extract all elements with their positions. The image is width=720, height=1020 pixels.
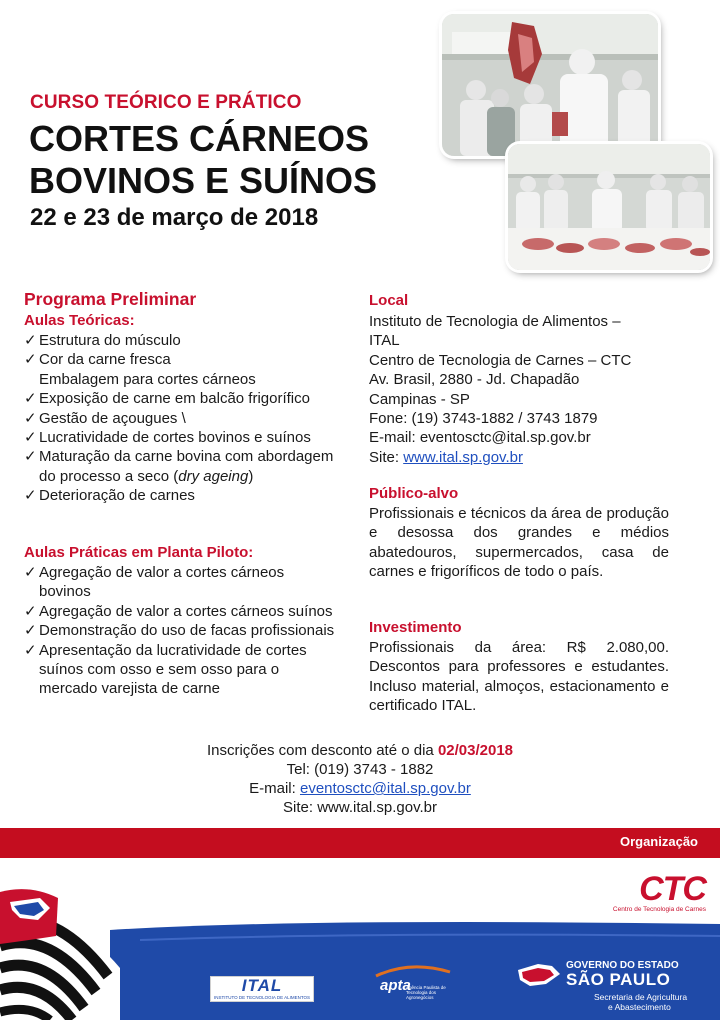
investment-text: Profissionais da área: R$ 2.080,00. Descontos para professores e estudantes. Incluso material, almoços, estacionamento e certificado ITAL. — [369, 639, 669, 715]
registration-deadline: Inscrições com desconto até o dia 02/03/2018 — [206, 742, 514, 759]
check-icon: ✓ — [24, 487, 37, 505]
apta-logo-subtitle: Agência Paulista de Tecnologia dos Agronegócios — [406, 985, 446, 1000]
local-site: Site: www.ital.sp.gov.br — [369, 448, 523, 466]
site-link[interactable]: www.ital.sp.gov.br — [403, 448, 523, 466]
local-line: Centro de Tecnologia de Carnes – CTC — [369, 351, 632, 369]
organization-label: Organização — [619, 834, 698, 849]
check-icon: ✓ — [24, 390, 37, 408]
ctc-logo-subtitle: Centro de Tecnologia de Carnes — [612, 906, 706, 913]
theory-heading: Aulas Teóricas: — [24, 312, 135, 329]
list-item: suínos com osso e sem osso para o — [39, 661, 280, 679]
course-title-line-2: BOVINOS E SUÍNOS — [29, 160, 378, 201]
list-item: ✓ Exposição de carne em balcão frigorífico — [24, 390, 310, 408]
gov-line-3: Secretaria de Agricultura — [594, 992, 688, 1002]
state-map-icon — [516, 960, 562, 990]
deadline-date: 02/03/2018 — [437, 742, 514, 759]
gov-line-1: GOVERNO DO ESTADO — [566, 960, 679, 971]
gov-line-2: SÃO PAULO — [566, 970, 671, 989]
ital-logo-subtitle: INSTITUTO DE TECNOLOGIA DE ALIMENTOS — [213, 995, 311, 1000]
government-logo — [516, 958, 706, 1014]
list-item: ✓ Maturação da carne bovina com abordagem — [24, 448, 334, 466]
local-line: Av. Brasil, 2880 - Jd. Chapadão — [369, 371, 580, 389]
investment-title: Investimento — [369, 619, 462, 636]
practice-heading: Aulas Práticas em Planta Piloto: — [24, 544, 254, 561]
local-line: Fone: (19) 3743-1882 / 3743 1879 — [369, 410, 598, 428]
list-item: mercado varejista de carne — [39, 680, 220, 698]
list-item: ✓ Agregação de valor a cortes cárneos suínos — [24, 602, 333, 620]
check-icon: ✓ — [24, 448, 37, 466]
email-link[interactable]: eventosctc@ital.sp.gov.br — [299, 780, 471, 797]
check-icon: ✓ — [24, 602, 37, 620]
course-kicker: CURSO TEÓRICO E PRÁTICO — [30, 92, 302, 113]
class-photo-2 — [508, 144, 710, 270]
registration-email: E-mail: eventosctc@ital.sp.gov.br — [249, 780, 471, 797]
apta-logo-text: apta — [380, 977, 411, 994]
apta-swoosh-icon — [370, 964, 456, 978]
check-icon: ✓ — [24, 622, 37, 640]
local-line: Instituto de Tecnologia de Alimentos – — [369, 313, 621, 330]
list-item: ✓ Gestão de açougues \ — [24, 409, 186, 427]
class-photo-1 — [442, 14, 658, 156]
check-icon: ✓ — [24, 641, 37, 659]
ital-logo — [210, 976, 314, 1002]
theory-list — [24, 331, 364, 506]
check-icon: ✓ — [24, 564, 37, 581]
course-title — [29, 118, 377, 202]
check-icon: ✓ — [24, 351, 37, 369]
list-item: ✓ Apresentação da lucratividade de cortes — [24, 641, 307, 659]
list-item: ✓ Deterioração de carnes — [24, 487, 195, 505]
practice-list — [24, 563, 364, 699]
apta-logo — [370, 964, 456, 1008]
local-line: ITAL — [369, 332, 400, 350]
check-icon: ✓ — [24, 409, 37, 427]
local-title: Local — [369, 292, 409, 309]
list-item: ✓ Demonstração do uso de facas profissionais — [24, 622, 335, 640]
local-line: E-mail: eventosctc@ital.sp.gov.br — [369, 429, 591, 447]
list-item: Embalagem para cortes cárneos — [39, 370, 256, 388]
program-title: Programa Preliminar — [24, 289, 197, 309]
list-item: do processo a seco (dry ageing) — [39, 467, 254, 485]
audience-text: Profissionais e técnicos da área de produção e desossa dos grandes e médios abatedouros, supermercados, casa de carnes e frigoríficos de todo o país. — [369, 505, 669, 581]
list-item: bovinos — [39, 583, 91, 601]
course-title-line-1: CORTES CÁRNEOS — [29, 118, 370, 159]
check-icon: ✓ — [24, 332, 37, 349]
ctc-logo — [606, 872, 706, 918]
local-line: Campinas - SP — [369, 390, 470, 408]
course-date: 22 e 23 de março de 2018 — [30, 204, 319, 231]
registration-phone: Tel: (019) 3743 - 1882 — [286, 761, 434, 778]
organization-bar — [0, 828, 720, 858]
registration-site: Site: www.ital.sp.gov.br — [283, 799, 437, 816]
gov-line-4: e Abastecimento — [608, 1002, 671, 1012]
ctc-logo-text: CTC — [639, 870, 706, 908]
list-item: ✓ Cor da carne fresca — [24, 351, 171, 369]
list-item: ✓ Lucratividade de cortes bovinos e suínos — [24, 429, 311, 447]
local-body — [369, 312, 669, 467]
ital-logo-text: ITAL — [241, 976, 283, 995]
list-item: ✓ Estrutura do músculo — [24, 332, 181, 349]
list-item: ✓ Agregação de valor a cortes cárneos — [24, 564, 285, 581]
check-icon: ✓ — [24, 429, 37, 447]
audience-title: Público-alvo — [369, 485, 459, 502]
